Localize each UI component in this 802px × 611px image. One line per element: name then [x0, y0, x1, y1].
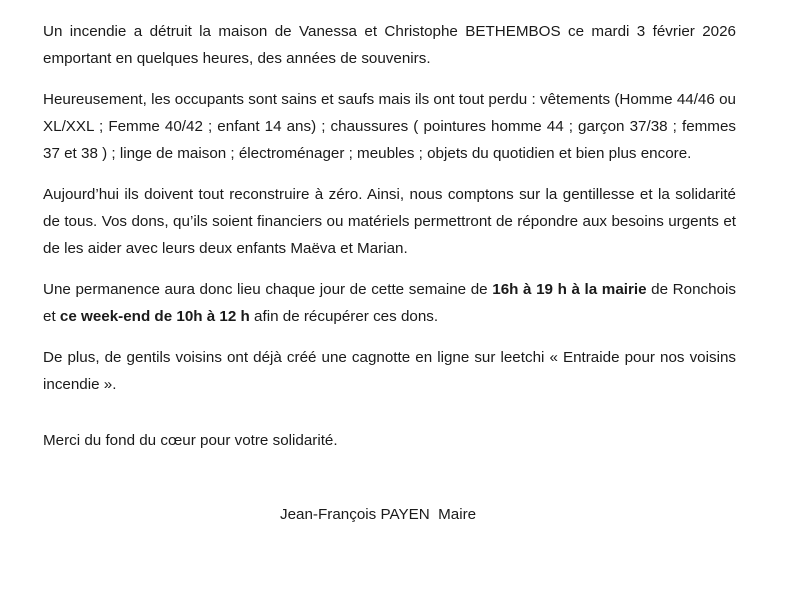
paragraph-call-for-donations: Aujourd’hui ils doivent tout reconstruire à zéro. Ainsi, nous comptons sur la gentillesse et la solidarité de tous. Vos dons, qu’ils soient financiers ou matériels permettront de répondre aux besoins urgents et de les aider avec leurs deux enfants Maëva et Marian.	[43, 186, 736, 257]
paragraph-fire-announcement: Un incendie a détruit la maison de Vanessa et Christophe BETHEMBOS ce mardi 3 février 2026 emportant en quelques heures, des années de souvenirs.	[43, 23, 736, 67]
weekday-hours-highlight: 16h à 19 h à la mairie	[492, 281, 647, 298]
signature: Jean-François PAYEN Maire	[280, 506, 477, 523]
schedule-text-middle: de Ronchois et	[43, 281, 736, 325]
paragraph-collection-schedule	[43, 276, 736, 330]
thanks-line: Merci du fond du cœur pour votre solidarité.	[43, 432, 338, 449]
schedule-text-start: Une permanence aura donc lieu chaque jour de cette semaine de	[43, 281, 493, 298]
paragraph-needs-list: Heureusement, les occupants sont sains et saufs mais ils ont tout perdu : vêtements (Homme 44/46 ou XL/XXL ; Femme 40/42 ; enfant 14 ans) ; chaussures ( pointures homme 44 ; garçon 37/38 ; femmes 37 et 38 ) ; linge de maison ; électroménager ; meubles ; objets du quotidien et bien plus encore.	[43, 91, 736, 162]
weekend-hours-highlight: ce week-end de 10h à 12 h	[59, 308, 250, 325]
schedule-text-end: afin de récupérer ces dons.	[249, 308, 439, 325]
letter-body	[43, 18, 736, 412]
paragraph-online-fundraiser: De plus, de gentils voisins ont déjà créé une cagnotte en ligne sur leetchi « Entraide pour nos voisins incendie ».	[43, 349, 736, 393]
